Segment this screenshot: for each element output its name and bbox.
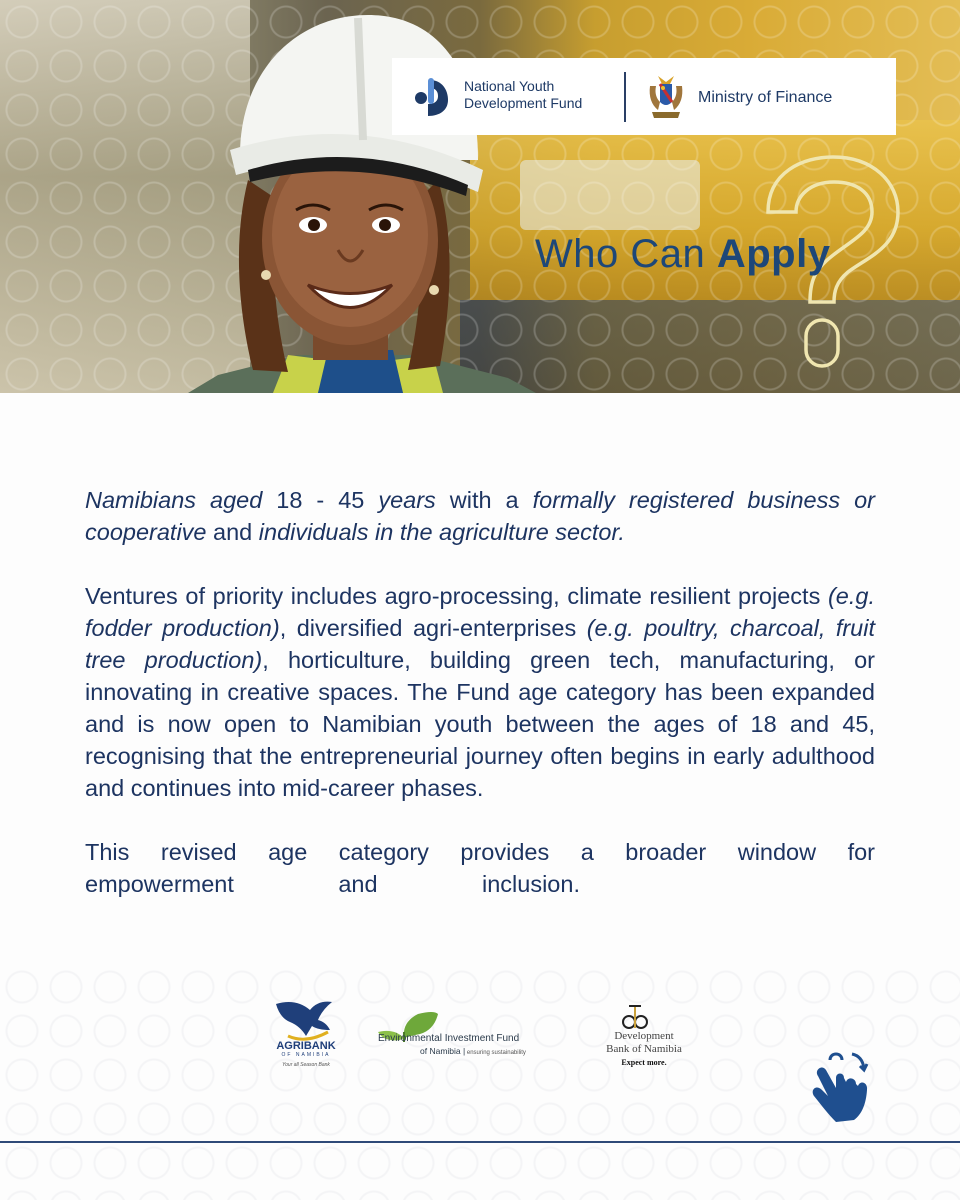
dbn-tagline: Expect more. <box>621 1058 667 1067</box>
nydf-logo-icon <box>414 76 450 116</box>
dbn-logo-icon <box>620 1004 650 1030</box>
eif-name: Environmental Investment Fund <box>378 1033 520 1044</box>
footer-divider <box>0 1141 960 1143</box>
ministry-name: Ministry of Finance <box>698 89 833 106</box>
agribank-name: AGRIBANK <box>276 1040 336 1052</box>
revised-age-paragraph: This revised age category provides a broader window for empowerment and inclusion. <box>85 839 875 897</box>
agribank-tagline: Your all Season Bank <box>282 1062 330 1068</box>
logo-bar <box>392 58 896 135</box>
body-text <box>85 484 875 900</box>
eligibility-paragraph: Namibians aged 18 - 45 years with a formally registered business or cooperative and individuals in the agriculture sector. <box>85 487 875 545</box>
swipe-hand-icon[interactable] <box>800 1048 870 1126</box>
agribank-eagle-icon <box>266 996 346 1072</box>
agribank-sub: OF NAMIBIA <box>281 1052 331 1058</box>
eif-name-line2: of Namibia | ensuring sustainability <box>420 1046 526 1056</box>
page-title: Who Can Apply <box>535 232 831 276</box>
nydf-name: National Youth Development Fund <box>464 78 583 111</box>
dbn-name: Development Bank of Namibia <box>606 1030 682 1055</box>
logo-divider <box>624 72 626 122</box>
priority-ventures-paragraph: Ventures of priority includes agro-processing, climate resilient projects (e.g. fodder production), diversified agri-enterprises (e.g. poultry, charcoal, fruit tree production), horticulture, building green tech, manufacturing, or innovating in creative spaces. The Fund age category has been expanded and is now open to Namibian youth between the ages of 18 and 45, recognising that the entrepreneurial journey often begins in early adulthood and continues into mid-career phases. <box>85 583 876 801</box>
hero-photo <box>0 0 960 393</box>
coat-of-arms-icon <box>646 72 686 120</box>
